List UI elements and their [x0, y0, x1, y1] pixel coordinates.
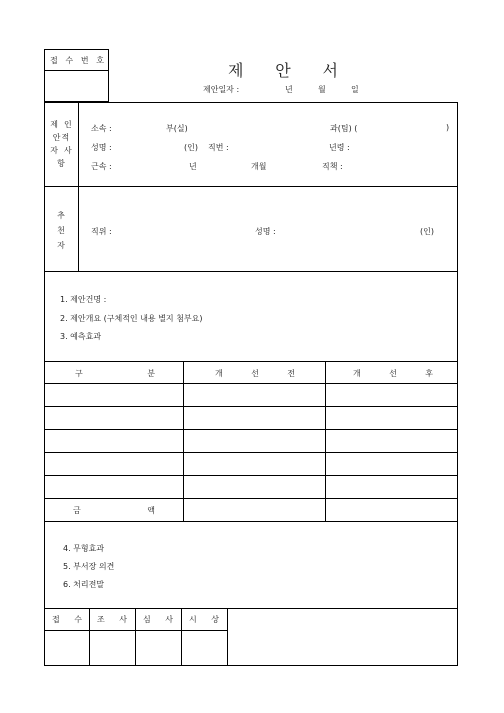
proposer-section-label: 제 인 안 적 자 사 항: [50, 120, 72, 168]
table-bottom: [44, 521, 458, 522]
footer-col-1: [89, 608, 90, 666]
footer-header-review: 심 사: [143, 615, 173, 624]
item-intangible-effect: 4. 무형효과: [63, 544, 105, 553]
duty-label: 직책 :: [322, 162, 343, 171]
table-row-line-1: [44, 406, 458, 407]
footer-top: [44, 608, 458, 609]
footer-col-2: [135, 608, 136, 666]
name-seal: (인): [184, 143, 198, 152]
receipt-number-label: 접 수 번 호: [50, 56, 104, 65]
table-row-line-2: [44, 429, 458, 430]
section-divider-2: [44, 271, 458, 272]
page-title: 제 안 서: [228, 61, 338, 80]
table-row-line-3: [44, 452, 458, 453]
recommender-rank-label: 직위 :: [91, 227, 112, 236]
table-header-category: 구 분: [75, 369, 155, 378]
recommender-seal: (인): [420, 227, 434, 236]
table-col-divider-1: [183, 361, 184, 521]
age-label: 년령 :: [329, 143, 350, 152]
footer-header-receipt: 접 수: [52, 615, 82, 624]
tenure-month: 개월: [251, 162, 267, 171]
table-header-after: 개 선 후: [353, 369, 433, 378]
team-close: ): [446, 123, 450, 132]
item-proposal-summary: 2. 제안개요 (구체적인 내용 별지 첨부요): [60, 314, 203, 323]
table-col-divider-2: [325, 361, 326, 521]
tenure-label: 근속 :: [91, 162, 112, 171]
table-header-before: 개 선 전: [215, 369, 295, 378]
department-field[interactable]: 부(실): [166, 124, 188, 133]
affiliation-label: 소속 :: [91, 124, 112, 133]
team-field[interactable]: 과(팀) (: [330, 124, 358, 133]
item-manager-opinion: 5. 부서장 의견: [63, 562, 115, 571]
proposal-date: 제안일자 :: [203, 85, 240, 94]
name-label: 성명 :: [91, 143, 112, 152]
footer-col-4: [227, 608, 228, 666]
table-row-line-5: [44, 498, 458, 499]
receipt-number-divider: [44, 70, 109, 71]
table-amount-label: 금 액: [73, 506, 155, 515]
recommender-label-divider: [78, 186, 79, 271]
table-header-bottom: [44, 383, 458, 384]
table-row-line-4: [44, 475, 458, 476]
table-top: [44, 361, 458, 362]
recommender-name-label: 성명 :: [255, 227, 276, 236]
employee-number-label: 직번 :: [208, 143, 229, 152]
proposal-date-month: 월: [318, 85, 326, 94]
item-processing-result: 6. 처리전말: [63, 580, 105, 589]
footer-col-3: [181, 608, 182, 666]
proposal-date-day: 일: [351, 85, 359, 94]
item-expected-effect: 3. 예측효과: [60, 332, 102, 341]
tenure-year: 년: [189, 162, 197, 171]
section-divider-1: [44, 186, 458, 187]
item-proposal-name: 1. 제안건명 :: [60, 295, 107, 304]
footer-header-investigation: 조 사: [97, 615, 127, 624]
recommender-section-label: 추 천 자: [57, 211, 65, 250]
proposal-date-year: 년: [285, 85, 293, 94]
footer-header-award: 시 상: [189, 615, 219, 624]
